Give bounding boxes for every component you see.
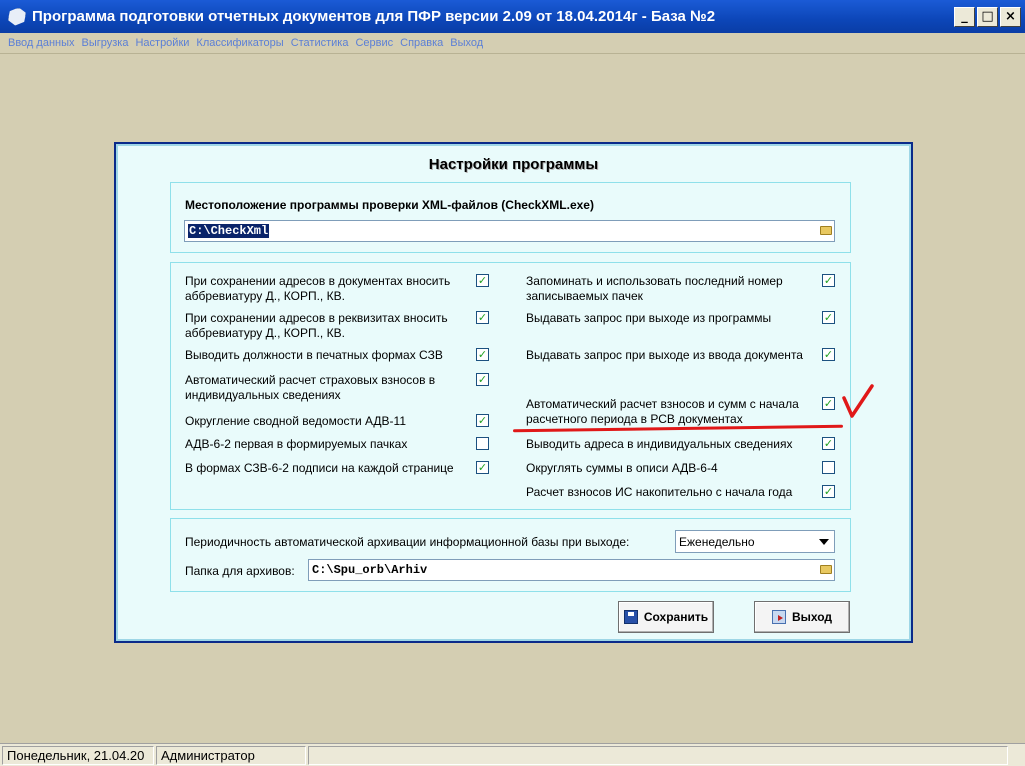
option-checkbox[interactable]: ✓ — [823, 311, 834, 324]
archive-folder-input[interactable] — [308, 559, 835, 581]
option-label: Выдавать запрос при выходе из ввода документа — [526, 348, 803, 362]
option-label: Выводить адреса в индивидуальных сведениях — [526, 437, 793, 451]
menu-exit[interactable]: Выход — [450, 37, 484, 49]
minimize-button[interactable]: _ — [954, 7, 975, 27]
red-checkmark-annotation — [838, 382, 878, 422]
settings-dialog — [114, 142, 913, 643]
menu-classifiers[interactable]: Классификаторы — [196, 37, 284, 49]
option-checkbox[interactable]: ✓ — [477, 461, 488, 474]
option-label: Округлять суммы в описи АДВ-6-4 — [526, 461, 718, 475]
folder-icon[interactable] — [820, 226, 832, 235]
option-label: При сохранении адресов в реквизитах вносить аббревиатуру Д., КОРП., КВ. — [185, 311, 448, 340]
option-checkbox[interactable]: ✓ — [477, 373, 488, 386]
exit-door-icon — [772, 610, 786, 624]
menu-export[interactable]: Выгрузка — [81, 37, 129, 49]
options-panel — [170, 262, 851, 510]
menu-data-entry[interactable]: Ввод данных — [8, 37, 75, 49]
archive-panel — [170, 518, 851, 592]
option-checkbox[interactable]: ✓ — [823, 274, 834, 287]
archive-period-label: Периодичность автоматической архивации информационной базы при выходе: — [185, 535, 630, 549]
menu-service[interactable]: Сервис — [355, 37, 394, 49]
option-label: Выводить должности в печатных формах СЗВ — [185, 348, 443, 362]
option-label: При сохранении адресов в документах вносить аббревиатуру Д., КОРП., КВ. — [185, 274, 451, 303]
close-button[interactable]: × — [1000, 7, 1021, 27]
option-label: Расчет взносов ИС накопительно с начала года — [526, 485, 793, 499]
option-checkbox[interactable]: ✓ — [823, 397, 834, 410]
option-label: Запоминать и использовать последний номер записываемых пачек — [526, 274, 783, 303]
folder-icon[interactable] — [820, 565, 832, 574]
option-label: В формах СЗВ-6-2 подписи на каждой странице — [185, 461, 454, 475]
checkxml-path-input[interactable] — [184, 220, 835, 242]
option-label: Выдавать запрос при выходе из программы — [526, 311, 772, 325]
status-date: Понедельник, 21.04.20 — [2, 746, 154, 765]
archive-period-select[interactable] — [675, 530, 835, 553]
menu-help[interactable]: Справка — [400, 37, 444, 49]
checkxml-path-value: C:\CheckXml — [189, 224, 269, 238]
option-checkbox[interactable]: ✓ — [477, 414, 488, 427]
menu-bar — [0, 33, 1025, 54]
option-label: АДВ-6-2 первая в формируемых пачках — [185, 437, 408, 451]
window-title: Программа подготовки отчетных документов для ПФР версии 2.09 от 18.04.2014г - База №2 — [32, 8, 716, 25]
option-checkbox[interactable]: ✓ — [823, 485, 834, 498]
archive-folder-label: Папка для архивов: — [185, 564, 295, 578]
archive-folder-value: C:\Spu_orb\Arhiv — [312, 563, 428, 577]
archive-period-value: Еженедельно — [679, 534, 755, 549]
exit-button-label: Выход — [791, 610, 833, 624]
option-checkbox[interactable] — [476, 437, 489, 450]
status-empty — [308, 746, 1008, 765]
app-icon — [8, 8, 26, 26]
status-user: Администратор — [156, 746, 306, 765]
option-label: Автоматический расчет взносов и сумм с начала расчетного периода в РСВ документах — [526, 397, 799, 426]
chevron-down-icon[interactable] — [815, 533, 832, 550]
save-button[interactable] — [618, 601, 714, 633]
exit-button[interactable] — [754, 601, 850, 633]
maximize-button[interactable]: □ — [977, 7, 998, 27]
floppy-icon — [624, 610, 638, 624]
checkxml-label: Местоположение программы проверки XML-файлов (CheckXML.exe) — [185, 198, 594, 212]
save-button-label: Сохранить — [643, 610, 709, 624]
option-label: Округление сводной ведомости АДВ-11 — [185, 414, 407, 428]
menu-settings[interactable]: Настройки — [135, 37, 190, 49]
option-checkbox[interactable]: ✓ — [477, 311, 488, 324]
option-checkbox[interactable] — [822, 461, 835, 474]
menu-statistics[interactable]: Статистика — [290, 37, 349, 49]
dialog-title: Настройки программы — [428, 156, 599, 173]
option-checkbox[interactable]: ✓ — [477, 348, 488, 361]
option-label: Автоматический расчет страховых взносов в индивидуальных сведениях — [185, 373, 436, 402]
option-checkbox[interactable]: ✓ — [823, 437, 834, 450]
option-checkbox[interactable]: ✓ — [477, 274, 488, 287]
status-bar — [0, 743, 1025, 766]
option-checkbox[interactable]: ✓ — [823, 348, 834, 361]
title-bar — [0, 0, 1025, 33]
checkxml-panel — [170, 182, 851, 253]
